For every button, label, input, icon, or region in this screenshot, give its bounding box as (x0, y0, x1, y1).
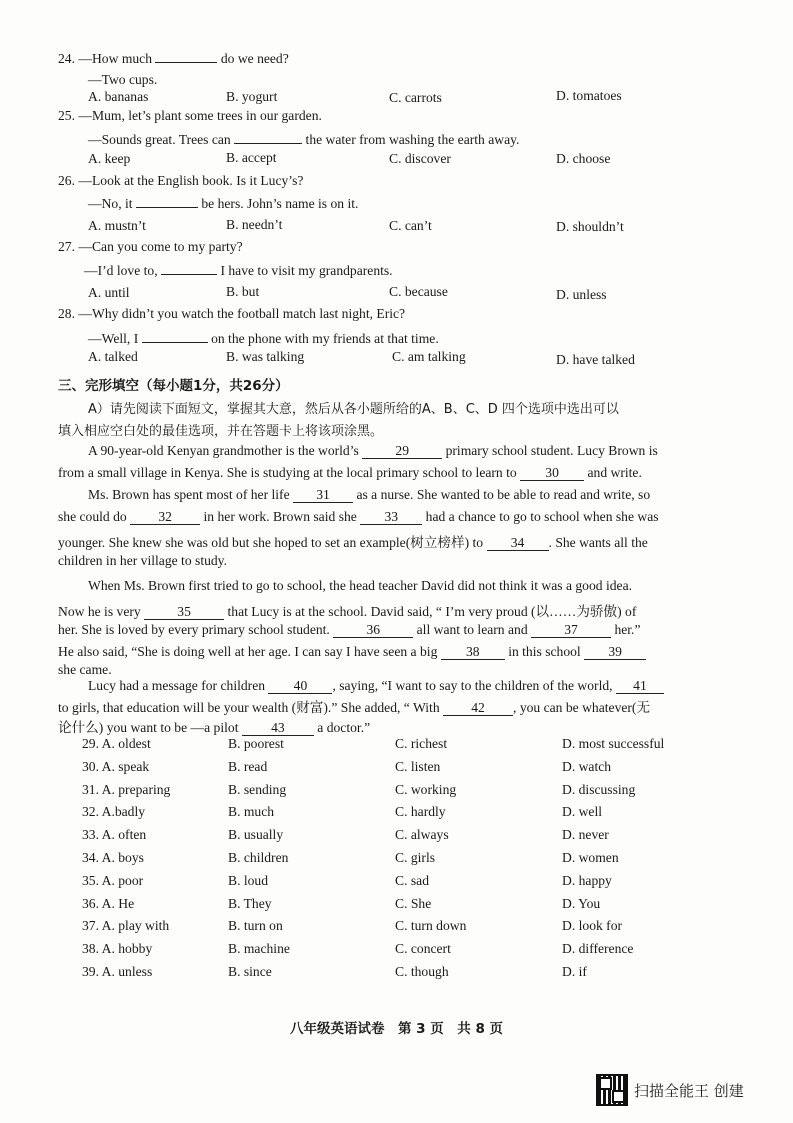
page-footer: 八年级英语试卷 第 3 页 共 8 页 (289, 1021, 504, 1037)
option-c: C. because (389, 284, 448, 299)
option-b: B. since (228, 964, 272, 979)
option-d: D. never (562, 827, 609, 843)
option-c: C. can’t (389, 218, 432, 233)
blank-34: 34 (487, 536, 549, 551)
option-d: D. You (562, 895, 601, 911)
option-b: B. children (228, 850, 289, 865)
option-a: 30. A. speak (82, 758, 150, 774)
blank-32: 32 (130, 510, 200, 525)
option-b: B. They (228, 895, 272, 911)
question-28-reply: —Well, I on the phone with my friends at that time. (88, 331, 439, 346)
option-c: C. girls (395, 850, 436, 865)
option-b: B. accept (226, 150, 277, 165)
option-c: C. turn down (395, 918, 467, 934)
question-28-stem: 28. —Why didn’t you watch the football match last night, Eric? (58, 306, 406, 321)
passage-line: children in her village to study. (58, 553, 227, 568)
blank-39: 39 (584, 645, 646, 660)
option-a: 39. A. unless (82, 964, 153, 979)
passage-line: her. She is loved by every primary school student. 36 all want to learn and 37 her.” (58, 622, 641, 637)
option-d: D. women (562, 850, 619, 865)
option-a: 33. A. often (82, 827, 147, 843)
qr-code-icon (596, 1074, 628, 1106)
option-c: C. hardly (395, 804, 446, 820)
option-a: 38. A. hobby (82, 941, 153, 957)
option-a: A. talked (88, 349, 138, 364)
option-d: D. watch (562, 758, 612, 774)
option-c: C. richest (395, 736, 448, 751)
answer-blank (155, 50, 217, 63)
option-d: D. most successful (562, 736, 665, 751)
passage-line: 论什么) you want to be —a pilot 43 a doctor.” (58, 720, 371, 735)
question-27-stem: 27. —Can you come to my party? (58, 239, 243, 254)
passage-line: younger. She knew she was old but she hoped to set an example(树立榜样) to 34 . She wants all the (58, 535, 648, 550)
blank-43: 43 (242, 721, 314, 736)
option-d: D. if (562, 964, 587, 979)
blank-35: 35 (144, 605, 224, 620)
passage-line: Lucy had a message for children 40 , saying, “I want to say to the children of the world, 41 (88, 678, 664, 694)
option-b: B. yogurt (226, 89, 278, 104)
answer-blank (234, 131, 302, 144)
option-b: B. usually (228, 827, 284, 843)
option-d: D. discussing (562, 781, 636, 797)
option-b: B. read (228, 758, 268, 774)
question-26-stem: 26. —Look at the English book. Is it Lucy’s? (58, 173, 304, 188)
option-c: C. always (395, 827, 449, 843)
section-instructions: A）请先阅读下面短文，掌握其大意，然后从各小题所给的A、B、C、D 四个选项中选出可以 (88, 402, 619, 417)
option-b: B. poorest (228, 736, 284, 751)
passage-line: to girls, that education will be your wealth (财富).” She added, “ With 42 , you can be whatever(无 (58, 700, 651, 715)
blank-38: 38 (441, 645, 505, 660)
blank-30: 30 (520, 466, 584, 481)
option-a: 36. A. He (82, 895, 135, 911)
blank-31: 31 (293, 488, 353, 503)
option-d: D. happy (562, 872, 612, 888)
option-d: D. look for (562, 918, 623, 934)
answer-blank (161, 262, 217, 275)
section-instructions-cont: 填入相应空白处的最佳选项，并在答题卡上将该项涂黑。 (58, 424, 384, 439)
blank-36: 36 (333, 623, 413, 638)
passage-line: When Ms. Brown first tried to go to school, the head teacher David did not think it was a good idea. (88, 578, 633, 593)
option-a: 34. A. boys (82, 850, 144, 865)
option-c: C. discover (389, 151, 451, 166)
option-b: B. machine (228, 941, 290, 957)
blank-29: 29 (362, 444, 442, 459)
option-a: 35. A. poor (82, 872, 144, 888)
question-24-stem: 24. —How much do we need? (58, 51, 289, 66)
option-a: 37. A. play with (82, 918, 170, 934)
watermark-text: 扫描全能王 创建 (634, 1081, 744, 1100)
option-b: B. turn on (228, 918, 283, 934)
option-a: A. mustn’t (88, 218, 146, 233)
option-b: B. much (228, 804, 275, 820)
section-title: 三、完形填空（每小题1分，共26分） (58, 378, 289, 394)
passage-line: He also said, “She is doing well at her age. I can say I have seen a big 38 in this school 39 (58, 644, 646, 660)
option-c: C. She (395, 895, 432, 911)
option-c: C. working (395, 781, 457, 797)
question-25-reply: —Sounds great. Trees can the water from washing the earth away. (88, 132, 520, 147)
passage-line: Ms. Brown has spent most of her life 31 as a nurse. She wanted to be able to read and write, so (88, 487, 651, 502)
option-c: C. carrots (389, 90, 442, 105)
option-d: D. shouldn’t (556, 219, 624, 234)
option-c: C. am talking (392, 349, 466, 364)
blank-42: 42 (443, 701, 513, 716)
option-a: 29. A. oldest (82, 736, 151, 751)
passage-line: A 90-year-old Kenyan grandmother is the world’s 29 primary school student. Lucy Brown is (88, 443, 658, 458)
blank-37: 37 (531, 623, 611, 638)
option-a: 32. A.badly (82, 804, 146, 820)
question-25-stem: 25. —Mum, let’s plant some trees in our garden. (58, 108, 322, 123)
option-a: A. bananas (88, 89, 149, 104)
passage-line: Now he is very 35 that Lucy is at the school. David said, “ I’m very proud (以……为骄傲) of (58, 604, 637, 619)
option-b: B. needn’t (226, 217, 283, 232)
blank-33: 33 (360, 510, 422, 525)
option-b: B. sending (228, 781, 287, 797)
option-d: D. choose (556, 151, 611, 166)
option-a: A. until (88, 285, 130, 300)
option-b: B. but (226, 284, 260, 299)
option-d: D. unless (556, 287, 607, 302)
option-a: 31. A. preparing (82, 781, 171, 797)
question-24-reply: —Two cups. (88, 72, 158, 87)
option-d: D. tomatoes (556, 88, 622, 103)
passage-line: from a small village in Kenya. She is studying at the local primary school to learn to 30 and write. (58, 465, 642, 480)
passage-line: she could do 32 in her work. Brown said she 33 had a chance to go to school when she was (58, 509, 659, 524)
option-d: D. difference (562, 941, 634, 957)
option-c: C. though (395, 964, 449, 979)
question-26-reply: —No, it be hers. John’s name is on it. (88, 196, 359, 211)
option-c: C. listen (395, 758, 441, 774)
scanner-watermark (596, 1074, 744, 1106)
blank-40: 40 (268, 679, 332, 694)
question-27-reply: —I’d love to, I have to visit my grandparents. (84, 263, 393, 278)
option-b: B. was talking (226, 349, 305, 364)
option-d: D. well (562, 804, 603, 820)
option-c: C. concert (395, 941, 451, 957)
passage-line: she came. (58, 662, 112, 677)
answer-blank (142, 330, 208, 343)
option-c: C. sad (395, 872, 429, 888)
blank-41: 41 (616, 679, 664, 694)
answer-blank (136, 195, 198, 208)
option-d: D. have talked (556, 352, 635, 367)
option-a: A. keep (88, 151, 131, 166)
option-b: B. loud (228, 872, 269, 888)
